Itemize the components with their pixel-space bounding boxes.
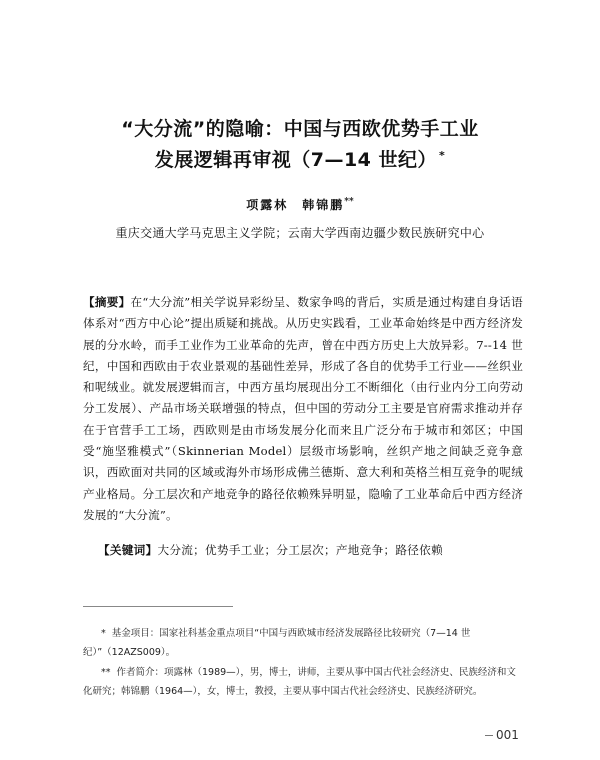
page-number: [485, 728, 519, 742]
page-number-text: 001: [496, 728, 519, 742]
author-2: 韩锦鹏: [302, 198, 345, 212]
title-line-1-text: “大分流”的隐喻：中国与西欧优势手工业: [121, 118, 479, 140]
keywords: [98, 542, 528, 558]
author-1: 项露林: [246, 198, 289, 212]
footnote-authors: [83, 664, 523, 701]
footnotes: [83, 625, 523, 703]
abstract-text: 在“大分流”相关学说异彩纷呈、数家争鸣的背后，实质是通过构建自身话语体系对“西方中心论”提出质疑和挑战。从历史实践看，工业革命始终是中西方经济发展的分水岭，而手工业作为工业革命的先声，曾在中西方历史上大放异彩。7--14 世纪，中国和西欧由于农业景观的基础性差异，形成了各自的优势手工行业——丝织业和呢绒业。就发展逻辑而言，中西方虽均展现出分工不断细化（由行业内分工向劳动分工发展）、产品市场关联增强的特点，但中国的劳动分工主要是官府需求推动并存在于官营手工工场，西欧则是由市场发展分化而来且广泛分布于城市和郊区；中国受“施坚雅模式”（Skinnerian Model）层级市场影响，丝织产地之间缺乏竞争意识，西欧面对共同的区域或海外市场形成佛兰德斯、意大利和英格兰相互竞争的呢绒产业格局。分工层次和产地竞争的路径依赖殊异明显，隐喻了工业革命后中西方经济发展的“大分流”。: [83, 295, 523, 522]
author-2-mark: **: [344, 197, 354, 207]
affiliation: 重庆交通大学马克思主义学院；云南大学西南边疆少数民族研究中心: [115, 226, 485, 240]
footnote-funding-mark: *: [101, 628, 106, 639]
title-footnote-mark: *: [439, 148, 446, 162]
title-line-1: [40, 114, 560, 141]
footnote-authors-mark: **: [101, 667, 111, 678]
footnote-divider: [83, 606, 233, 607]
footnote-funding-text: 基金项目：国家社科基金重点项目“中国与西欧城市经济发展路径比较研究（7—14 世纪）”（12AZS009）。: [83, 628, 471, 658]
keywords-text: 大分流；优势手工业；分工层次；产地竞争；路径依赖: [157, 543, 443, 557]
footnote-funding: [83, 625, 523, 662]
title-line-2-text: 发展逻辑再审视（7—14 世纪）: [154, 149, 437, 171]
abstract-label: 【摘要】: [83, 295, 131, 309]
authors: [0, 196, 600, 213]
footnote-authors-text: 作者简介：项露林（1989—），男，博士，讲师，主要从事中国古代社会经济史、民族经济和文化研究；韩锦鹏（1964—），女，博士，教授，主要从事中国古代社会经济史、民族经济研究。: [83, 667, 516, 697]
keywords-label: 【关键词】: [98, 543, 158, 557]
title-line-2: [40, 145, 560, 172]
abstract: [83, 292, 523, 526]
